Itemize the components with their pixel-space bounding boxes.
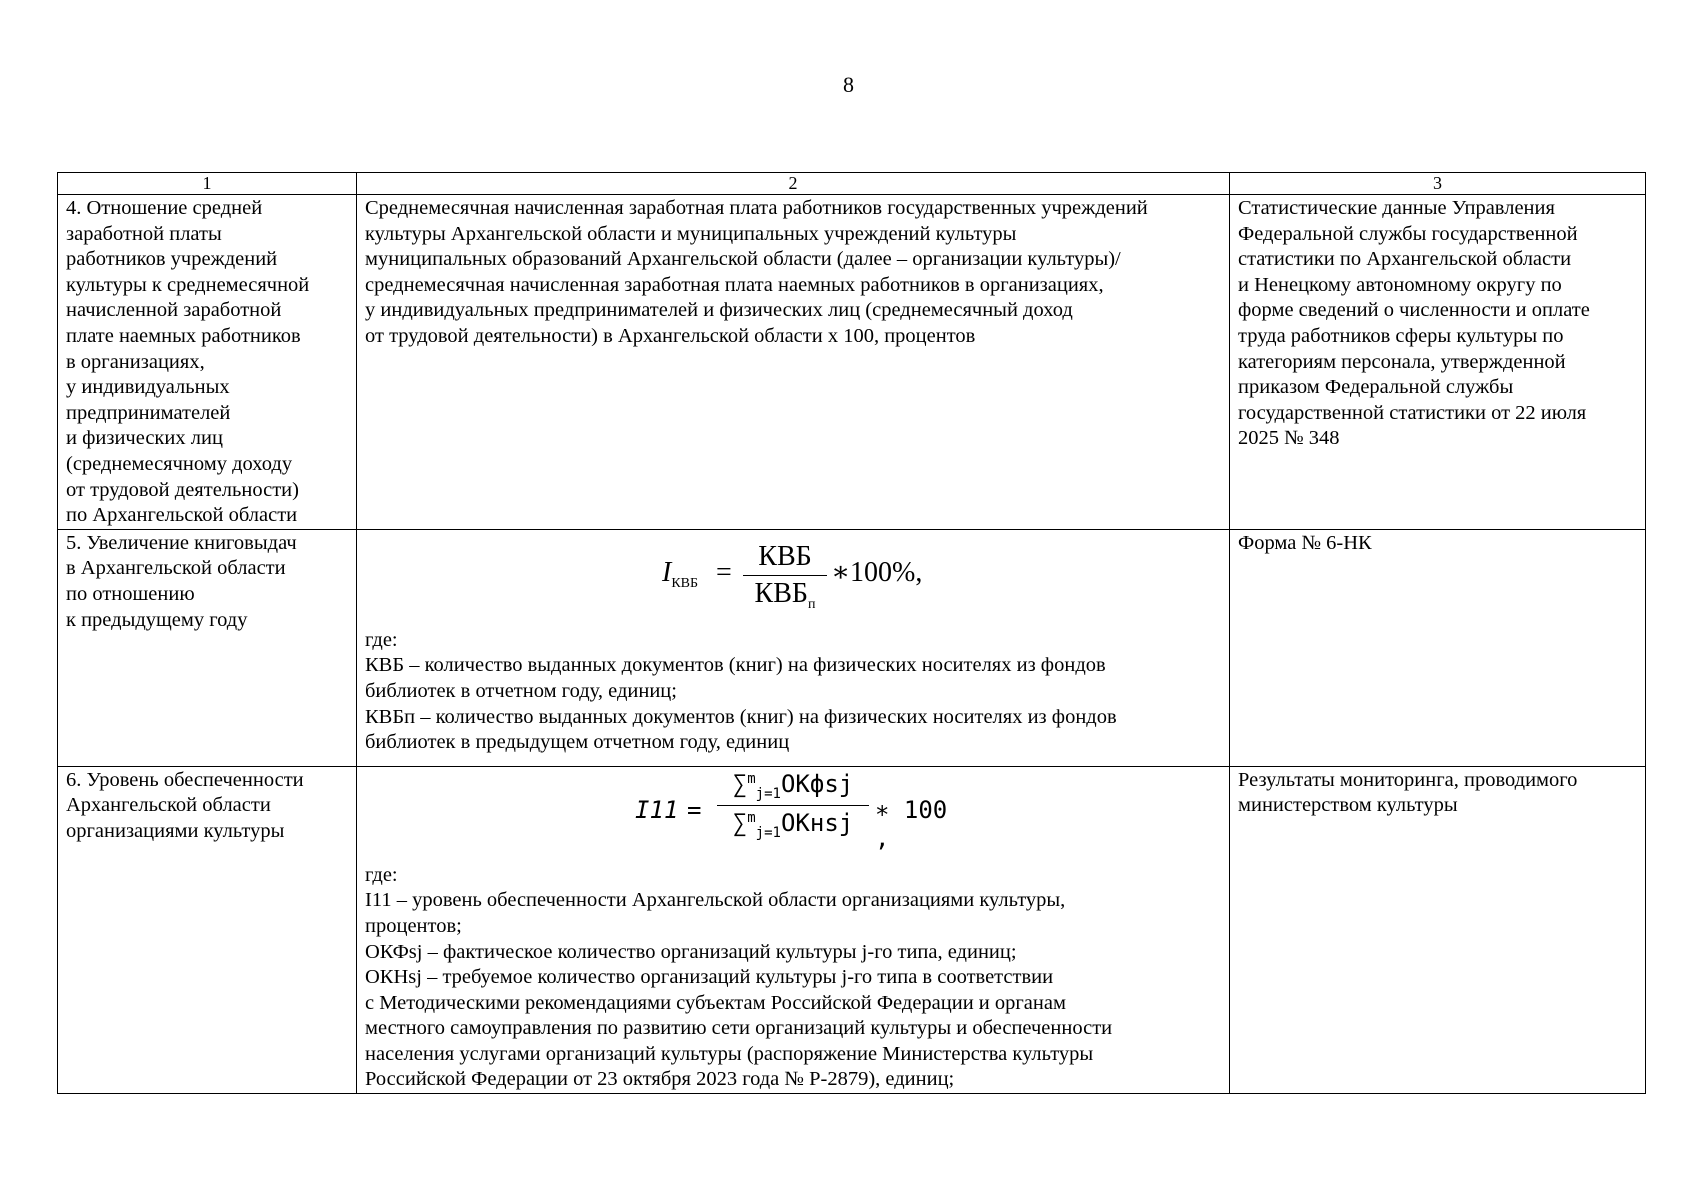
text-line: статистики по Архангельской области — [1238, 248, 1572, 271]
text-line: библиотек в предыдущем отчетном году, единиц — [365, 731, 790, 754]
text-line: Среднемесячная начисленная заработная плата работников государственных учреждений — [365, 197, 1148, 219]
indicator-cell — [58, 195, 357, 530]
column-number-3: 3 — [1230, 173, 1646, 195]
page-number: 8 — [843, 72, 854, 97]
formula-multiplier: ∗100%, — [831, 556, 923, 588]
text-line: у индивидуальных — [66, 376, 230, 399]
text-line: культуры к среднемесячной — [66, 273, 310, 296]
formula-numerator: ОКфsj — [780, 769, 854, 798]
source-cell — [1230, 529, 1646, 766]
sum-upper-limit: m — [747, 770, 756, 787]
sum-lower-limit: j=1 — [755, 785, 781, 802]
formula-numerator: КВБ — [743, 541, 827, 576]
text-line: ОКHsj – требуемое количество организаций культуры j-го типа в соответствии — [365, 966, 1054, 989]
text-line: форме сведений о численности и оплате — [1238, 299, 1590, 322]
text-line: приказом Федеральной службы — [1238, 376, 1514, 399]
text-line: (среднемесячному доходу — [66, 452, 293, 475]
table-row — [58, 195, 1646, 530]
text-line: в организациях, — [66, 350, 205, 373]
formula-fraction — [717, 770, 869, 841]
text-line: 4. Отношение средней — [66, 197, 263, 219]
table-row — [58, 766, 1646, 1093]
text-line: и физических лиц — [66, 427, 223, 450]
formula-equals: = — [716, 556, 732, 588]
source-cell — [1230, 195, 1646, 530]
sum-symbol: ∑ — [732, 769, 748, 798]
sum-lower-limit: j=1 — [755, 824, 781, 841]
text-line: 6. Уровень обеспеченности — [66, 768, 304, 791]
formula-denominator: ОКнsj — [780, 808, 854, 837]
method-cell — [357, 766, 1230, 1093]
book-issue-formula — [365, 531, 1221, 628]
text-line: у индивидуальных предпринимателей и физических лиц (среднемесячный доход — [365, 299, 1073, 322]
text-line: 5. Увеличение книговыдач — [66, 531, 297, 554]
text-line: библиотек в отчетном году, единиц; — [365, 679, 677, 702]
text-line: с Методическими рекомендациями субъектам Российской Федерации и органам — [365, 991, 1066, 1014]
formula-lhs-subscript: КВБ — [671, 575, 699, 591]
formula-multiplier: ∗ 100 , — [875, 795, 948, 852]
text-line: Результаты мониторинга, проводимого — [1238, 768, 1578, 791]
indicators-table — [57, 172, 1646, 1094]
method-cell — [357, 529, 1230, 766]
text-line: министерством культуры — [1238, 794, 1458, 817]
text-line: муниципальных образований Архангельской области (далее – организации культуры)/ — [365, 248, 1121, 271]
text-line: культуры Архангельской области и муниципальных учреждений культуры — [365, 222, 1017, 245]
text-line: к предыдущему году — [66, 608, 248, 631]
text-line: где: — [365, 863, 398, 886]
formula-equals: = — [687, 795, 702, 824]
provision-formula — [365, 768, 1221, 863]
text-line: Архангельской области — [66, 794, 271, 817]
indicator-cell — [58, 766, 357, 1093]
formula-denominator-subscript: п — [807, 596, 816, 612]
source-cell — [1230, 766, 1646, 1093]
text-line: Российской Федерации от 23 октября 2023 года № Р-2879), единиц; — [365, 1068, 955, 1091]
text-line: 2025 № 348 — [1238, 427, 1340, 450]
text-line: организациями культуры — [66, 819, 285, 842]
text-line: КВБ – количество выданных документов (книг) на физических носителях из фондов — [365, 654, 1106, 677]
text-line: от трудовой деятельности) в Архангельской области x 100, процентов — [365, 324, 976, 347]
text-line: категориям персонала, утвержденной — [1238, 350, 1566, 373]
text-line: ОКФsj – фактическое количество организаций культуры j-го типа, единиц; — [365, 940, 1017, 963]
sum-symbol: ∑ — [732, 808, 748, 837]
text-line: Статистические данные Управления — [1238, 197, 1555, 219]
text-line: в Архангельской области — [66, 557, 286, 580]
column-number-2: 2 — [357, 173, 1230, 195]
formula-lhs: I — [662, 556, 672, 588]
text-line: местного самоуправления по развитию сети организаций культуры и обеспеченности — [365, 1017, 1113, 1040]
text-line: предпринимателей — [66, 401, 231, 424]
table-row — [58, 529, 1646, 766]
text-line: где: — [365, 628, 398, 651]
sum-upper-limit: m — [747, 809, 756, 826]
text-line: I11 – уровень обеспеченности Архангельской области организациями культуры, — [365, 889, 1066, 912]
text-line: труда работников сферы культуры по — [1238, 324, 1564, 347]
text-line: КВБп – количество выданных документов (книг) на физических носителях из фондов — [365, 705, 1117, 728]
formula-fraction — [743, 541, 827, 615]
formula-lhs: I11 — [635, 795, 679, 824]
table-header-row — [58, 173, 1646, 195]
column-number-1: 1 — [58, 173, 357, 195]
text-line: государственной статистики от 22 июля — [1238, 401, 1587, 424]
text-line: начисленной заработной — [66, 299, 282, 322]
text-line: процентов; — [365, 914, 462, 937]
text-line: Форма № 6-НК — [1238, 531, 1372, 554]
text-line: Федеральной службы государственной — [1238, 222, 1578, 245]
text-line: плате наемных работников — [66, 324, 301, 347]
text-line: среднемесячная начисленная заработная плата наемных работников в организациях, — [365, 273, 1104, 296]
text-line: по отношению — [66, 582, 195, 605]
formula-denominator: КВБ — [754, 577, 808, 609]
text-line: населения услугами организаций культуры (распоряжение Министерства культуры — [365, 1042, 1094, 1065]
text-line: и Ненецкому автономному округу по — [1238, 273, 1562, 296]
text-line: по Архангельской области — [66, 504, 298, 527]
method-cell — [357, 195, 1230, 530]
text-line: работников учреждений — [66, 248, 278, 271]
indicator-cell — [58, 529, 357, 766]
text-line: заработной платы — [66, 222, 222, 245]
text-line: от трудовой деятельности) — [66, 478, 299, 501]
